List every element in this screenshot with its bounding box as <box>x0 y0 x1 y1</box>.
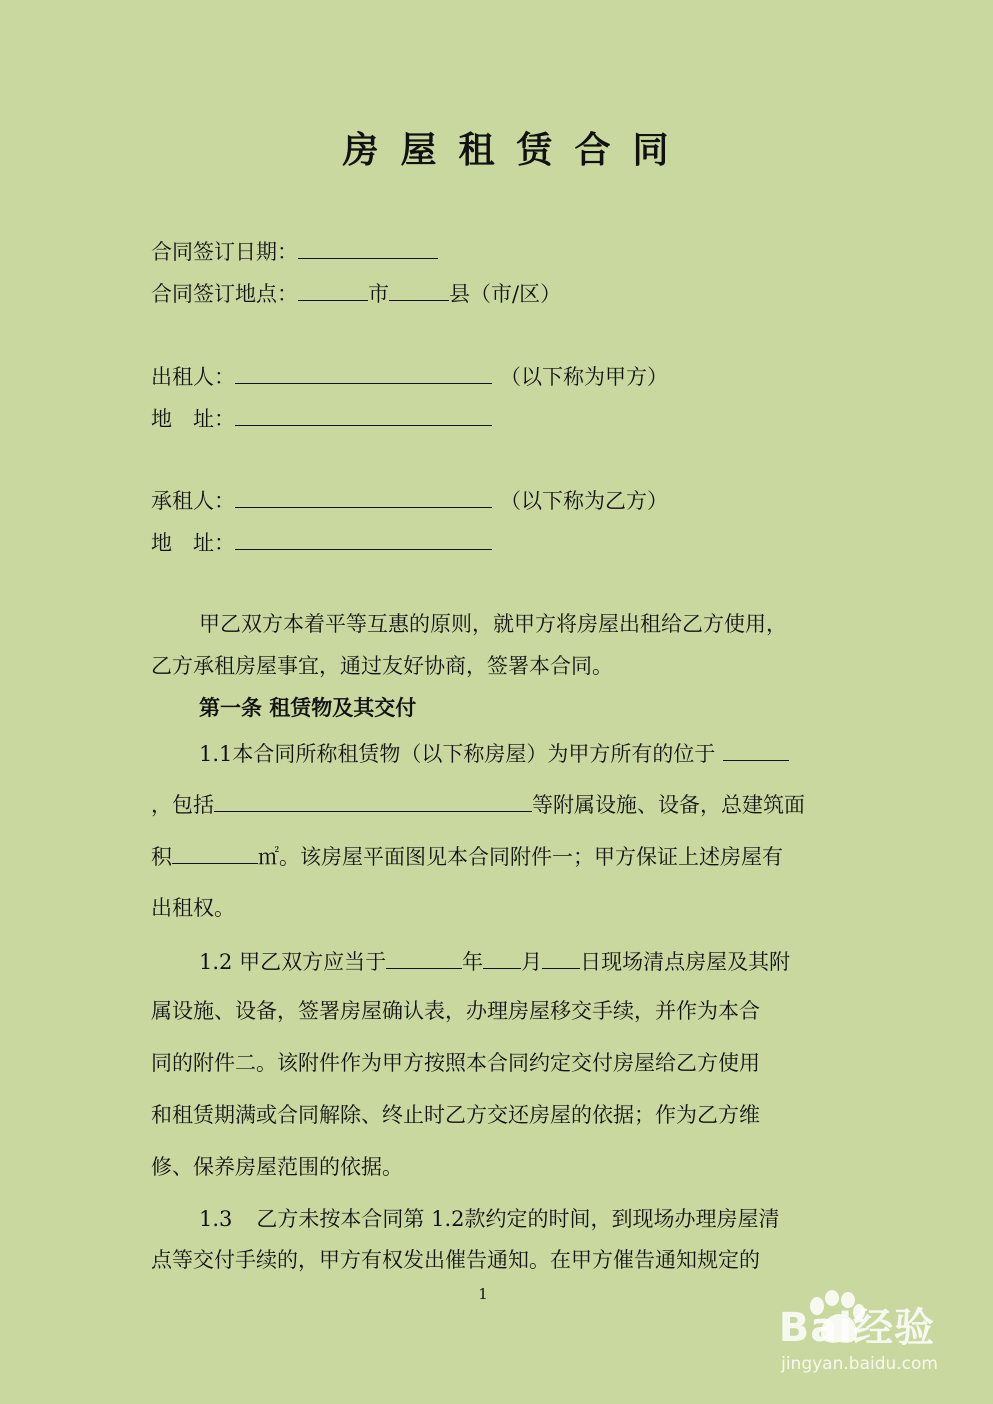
county-label: 县（市/区） <box>449 282 562 306</box>
month-label: 月 <box>521 950 543 974</box>
clause-1-2-line-d: 和租赁期满或合同解除、终止时乙方交还房屋的依据；作为乙方维 <box>151 1103 760 1127</box>
lessor-blank <box>235 361 492 384</box>
lessor-address-line <box>151 403 492 433</box>
lessee-blank <box>235 485 492 508</box>
lessor-note: （以下称为甲方） <box>500 365 668 389</box>
lessee-address-line <box>151 527 492 557</box>
clause-1-1-prefix-c: 积 <box>151 845 172 869</box>
sign-place-line <box>151 278 561 308</box>
clause-1-1-line-d: 出租权。 <box>151 896 235 920</box>
sign-place-label: 合同签订地点： <box>151 282 298 306</box>
clause-1-3-number: 1.3 <box>199 1207 233 1231</box>
sign-date-line <box>151 236 438 266</box>
lessee-address-blank <box>235 527 492 550</box>
intro-line-1: 甲乙双方本着平等互惠的原则，就甲方将房屋出租给乙方使用， <box>199 612 787 636</box>
lessee-line <box>151 485 668 515</box>
watermark-logo: Bai经验 <box>778 1305 935 1351</box>
intro-line-2: 乙方承租房屋事宜，通过友好协商，签署本合同。 <box>151 654 613 678</box>
lessor-address-label: 地 址： <box>151 407 235 431</box>
area-blank <box>172 841 258 864</box>
lessee-note: （以下称为乙方） <box>500 489 668 513</box>
watermark-url: jingyan.baidu.com <box>781 1354 938 1374</box>
clause-1-2-line-e: 修、保养房屋范围的依据。 <box>151 1155 403 1179</box>
clause-1-3-line-a <box>199 1205 779 1233</box>
clause-1-2-prefix: 1.2 甲乙双方应当于 <box>199 950 387 974</box>
clause-1-2-line-b: 属设施、设备，签署房屋确认表，办理房屋移交手续，并作为本合 <box>151 999 760 1023</box>
sign-date-label: 合同签订日期： <box>151 240 298 264</box>
sign-date-blank <box>298 236 438 259</box>
county-blank <box>389 278 449 301</box>
day-blank <box>542 946 580 969</box>
lessee-label: 承租人： <box>151 489 235 513</box>
clause-1-1-line-b <box>151 789 805 819</box>
clause-1-1-line-c <box>151 841 783 871</box>
page-title: 房屋租赁合同 <box>342 130 691 171</box>
month-blank <box>483 946 521 969</box>
page-number: 1 <box>478 1285 488 1303</box>
clause-1-1-suffix-b: 等附属设施、设备，总建筑面 <box>532 793 805 817</box>
clause-1-3-line-b: 点等交付手续的，甲方有权发出催告通知。在甲方催告通知规定的 <box>151 1248 760 1272</box>
clause-1-1-prefix-b: ，包括 <box>151 793 214 817</box>
city-blank <box>298 278 368 301</box>
day-label: 日现场清点房屋及其附 <box>580 950 791 974</box>
clause-1-3-text-a: 乙方未按本合同第 1.2款约定的时间，到现场办理房屋清 <box>256 1207 780 1231</box>
lessor-label: 出租人： <box>151 365 235 389</box>
clause-1-1-line-a <box>199 738 789 768</box>
clause-1-1-text-a: 1.1本合同所称租赁物（以下称房屋）为甲方所有的位于 <box>199 742 716 766</box>
year-label: 年 <box>462 950 484 974</box>
facilities-blank <box>214 789 532 812</box>
clause-1-1-suffix-c: ㎡。该房屋平面图见本合同附件一；甲方保证上述房屋有 <box>258 845 783 869</box>
year-blank <box>386 946 462 969</box>
city-label: 市 <box>368 282 389 306</box>
lessor-address-blank <box>235 403 492 426</box>
location-blank <box>723 738 789 761</box>
article-1-heading: 第一条 租赁物及其交付 <box>199 696 417 720</box>
clause-1-2-line-c: 同的附件二。该附件作为甲方按照本合同约定交付房屋给乙方使用 <box>151 1051 760 1075</box>
lessee-address-label: 地 址： <box>151 531 235 555</box>
lessor-line <box>151 361 668 391</box>
clause-1-2-line-a <box>199 946 790 976</box>
